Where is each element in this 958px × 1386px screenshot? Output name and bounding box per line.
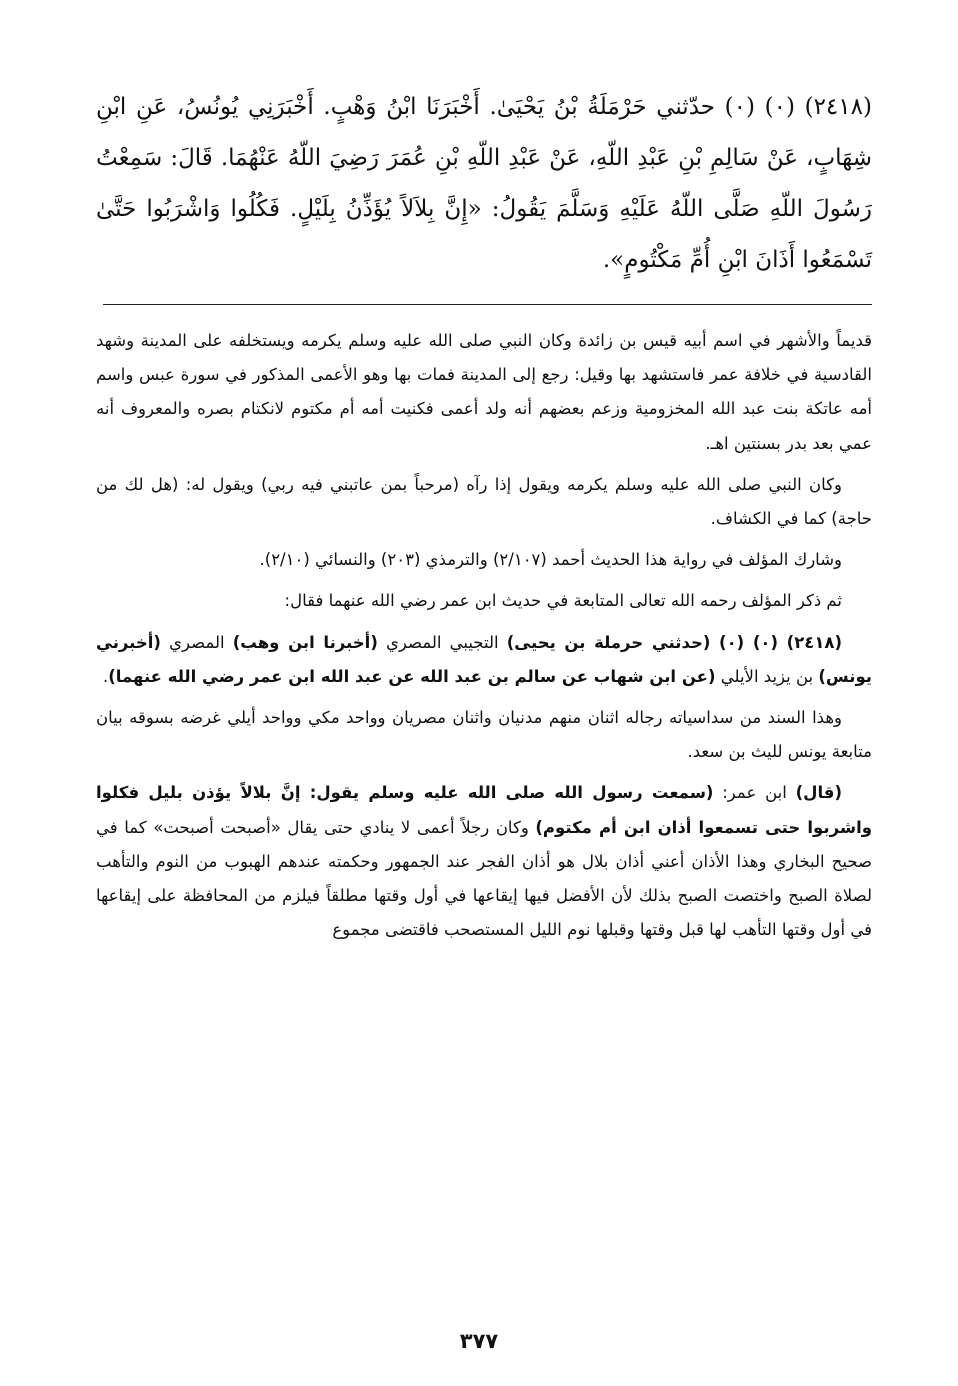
commentary-paragraph-5 <box>96 626 872 694</box>
matn-bold-2: (سمعت رسول الله صلى الله عليه وسلم يقول: إنَّ بلالاً يؤذن بليل فكلوا واشربوا حتى تسمعوا أذان ابن أم مكتوم) <box>96 783 872 837</box>
matn-bold-1: (قال) <box>795 783 842 803</box>
commentary-block <box>96 324 872 954</box>
isnad-note-3: بن يزيد الأيلي <box>715 666 819 686</box>
isnad-bold-2: (أخبرنا ابن وهب) <box>232 632 378 652</box>
matn-note-1: ابن عمر: <box>713 783 796 803</box>
matn-explanation: وكان رجلاً أعمى لا ينادي حتى يقال «أصبحت أصبحت» كما في صحيح البخاري وهذا الأذان أعني أذان بلال هو أذان الفجر عند الجمهور وحكمته عندهم الهبوب من النوم والتأهب لصلاة الصبح واختصت الصبح بذلك لأن الأفضل فيها إيقاعها في أول وقتها مطلقاً فيلزم من المحافظة على إيقاعها في أول وقتها التأهب لها قبل وقتها وقبلها نوم الليل المستصحب فاقتضى مجموع <box>96 817 872 940</box>
isnad-bold-1: (٢٤١٨) (٠) (٠) (حدثني حرملة بن يحيى) <box>506 632 843 652</box>
commentary-paragraph-4: ثم ذكر المؤلف رحمه الله تعالى المتابعة في حديث ابن عمر رضي الله عنهما فقال: <box>284 591 842 611</box>
commentary-paragraph-1: قديماً والأشهر في اسم أبيه قيس بن زائدة وكان النبي صلى الله عليه وسلم يكرمه ويستخلفه على المدينة وشهد القادسية في خلافة عمر فاستشهد بها وقيل: رجع إلى المدينة فمات بها وهو الأعمى المذكور في سورة عبس واسم أمه عاتكة بنت عبد الله المخزومية وزعم بعضهم أنه ولد أعمى فكنيت أمه أم مكتوم لانكتام بصره والمعروف أنه عمي بعد بدر بسنتين اهـ. <box>96 331 872 453</box>
isnad-bold-4: (عن ابن شهاب عن سالم بن عبد الله عن عبد الله ابن عمر رضي الله عنهما) <box>108 666 716 686</box>
isnad-end: . <box>103 666 109 686</box>
commentary-paragraph-2: وكان النبي صلى الله عليه وسلم يكرمه ويقول إذا رآه (مرحباً بمن عاتبني فيه ربي) ويقول له: (هل لك من حاجة) كما في الكشاف. <box>96 474 872 529</box>
footnote-divider <box>103 304 872 305</box>
commentary-paragraph-3: وشارك المؤلف في رواية هذا الحديث أحمد (٢/١٠٧) والترمذي (٢٠٣) والنسائي (٢/١٠). <box>259 550 842 570</box>
hadith-text-block <box>96 82 872 286</box>
commentary-paragraph-6: وهذا السند من سداسياته رجاله اثنان منهم مدنيان واثنان مصريان وواحد مكي وواحد أيلي غرضه بسوقه بيان متابعة يونس لليث بن سعد. <box>96 708 872 762</box>
hadith-paragraph: (٢٤١٨) (٠) (٠) حدّثني حَرْمَلَةُ بْنُ يَحْيَىٰ. أَخْبَرَنَا ابْنُ وَهْبٍ. أَخْبَرَنِي يُونُسُ، عَنِ ابْنِ شِهَابٍ، عَنْ سَالِمِ بْنِ عَبْدِ اللّهِ، عَنْ عَبْدِ اللّهِ بْنِ عُمَرَ رَضِيَ اللّهُ عَنْهُمَا. قَالَ: سَمِعْتُ رَسُولَ اللّهِ صَلَّى اللّهُ عَلَيْهِ وَسَلَّمَ يَقُولُ: «إِنَّ بِلاَلاً يُؤَذِّنُ بِلَيْلٍ. فَكُلُوا وَاشْرَبُوا حَتَّىٰ تَسْمَعُوا أَذَانَ ابْنِ أُمِّ مَكْتُومٍ». <box>96 94 872 273</box>
isnad-note-1: التجيبي المصري <box>377 632 507 652</box>
isnad-bold-3: (أخبرني يونس) <box>96 632 872 686</box>
commentary-paragraph-7 <box>96 776 872 947</box>
page-number: ٣٧٧ <box>459 1329 499 1353</box>
isnad-note-2: المصري <box>160 632 233 652</box>
